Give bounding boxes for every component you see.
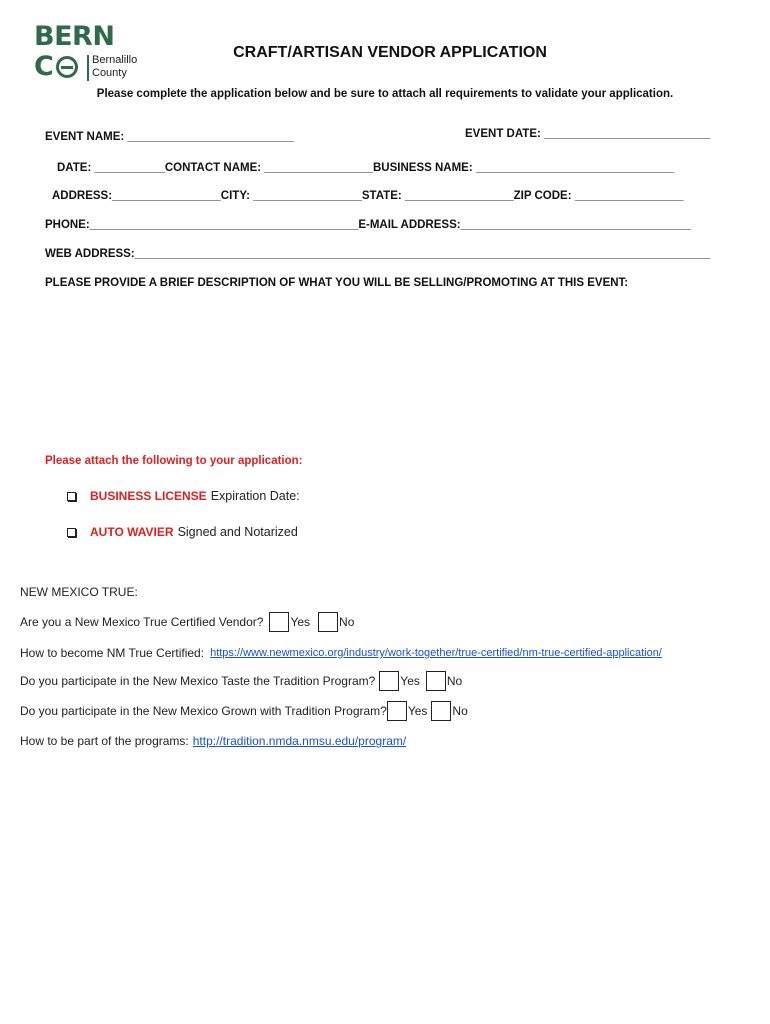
logo-sub-line2: County: [92, 67, 127, 79]
page-subtitle: Please complete the application below and be sure to attach all requirements to validate your application.: [96, 88, 674, 100]
grown-tradition-question: Do you participate in the New Mexico Grown with Tradition Program?: [20, 704, 387, 718]
date-contact-business-row[interactable]: DATE: ___________CONTACT NAME: _________________BUSINESS NAME: _______________________________: [57, 162, 675, 174]
checkbox-bullet-icon: [67, 492, 76, 501]
address-city-state-zip-row[interactable]: ADDRESS:_________________CITY: _________________STATE: _________________ZIP CODE: _________________: [52, 190, 684, 202]
event-date-field[interactable]: EVENT DATE: __________________________: [465, 128, 711, 140]
requirement-desc: Signed and Notarized: [177, 525, 298, 539]
yes-label: Yes: [407, 704, 428, 718]
no-checkbox[interactable]: [431, 701, 451, 721]
requirement-name: BUSINESS LICENSE: [90, 489, 207, 503]
yes-label: Yes: [400, 674, 420, 688]
no-label: No: [446, 674, 463, 688]
phone-email-row[interactable]: PHONE:__________________________________________E-MAIL ADDRESS:____________________________________: [45, 219, 691, 231]
requirement-auto-wavier: [67, 525, 298, 539]
requirement-business-license: [67, 489, 300, 503]
taste-tradition-question: Do you participate in the New Mexico Taste the Tradition Program?: [20, 674, 376, 688]
no-label: No: [452, 704, 468, 718]
yes-checkbox[interactable]: [269, 612, 289, 632]
how-certified-label: How to become NM True Certified:: [20, 646, 205, 660]
yes-checkbox[interactable]: [387, 701, 407, 721]
certified-application-link[interactable]: https://www.newmexico.org/industry/work-together/true-certified/nm-true-certified-application/: [210, 647, 662, 659]
requirement-name: AUTO WAVIER: [90, 525, 174, 539]
programs-how-row: [20, 734, 406, 748]
yes-checkbox[interactable]: [379, 671, 399, 691]
yes-label: Yes: [290, 615, 311, 629]
taste-tradition-row: [20, 671, 464, 691]
web-address-row[interactable]: WEB ADDRESS:__________________________________________________________________________________________: [45, 248, 711, 260]
nm-true-heading: NEW MEXICO TRUE:: [20, 585, 138, 599]
logo-text-c: C: [34, 51, 54, 82]
description-label: PLEASE PROVIDE A BRIEF DESCRIPTION OF WHAT YOU WILL BE SELLING/PROMOTING AT THIS EVENT:: [45, 277, 629, 289]
nm-true-question-row: [20, 612, 356, 632]
requirement-desc: Expiration Date:: [210, 489, 300, 503]
logo-sub-line1: Bernalillo: [92, 54, 138, 66]
programs-link[interactable]: http://tradition.nmda.nmsu.edu/program/: [192, 734, 407, 748]
no-checkbox[interactable]: [318, 612, 338, 632]
how-programs-label: How to be part of the programs:: [20, 734, 189, 748]
no-checkbox[interactable]: [426, 671, 446, 691]
attachments-title: Please attach the following to your application:: [45, 455, 303, 467]
nm-true-question: Are you a New Mexico True Certified Vendor?: [20, 615, 264, 629]
logo-text-bern: BERN: [34, 21, 115, 52]
checkbox-bullet-icon: [67, 528, 76, 537]
event-name-field[interactable]: EVENT NAME: __________________________: [45, 131, 294, 143]
page-title: CRAFT/ARTISAN VENDOR APPLICATION: [233, 44, 547, 61]
nm-true-how-row: [20, 646, 662, 660]
no-label: No: [339, 615, 355, 629]
grown-tradition-row: [20, 701, 470, 721]
